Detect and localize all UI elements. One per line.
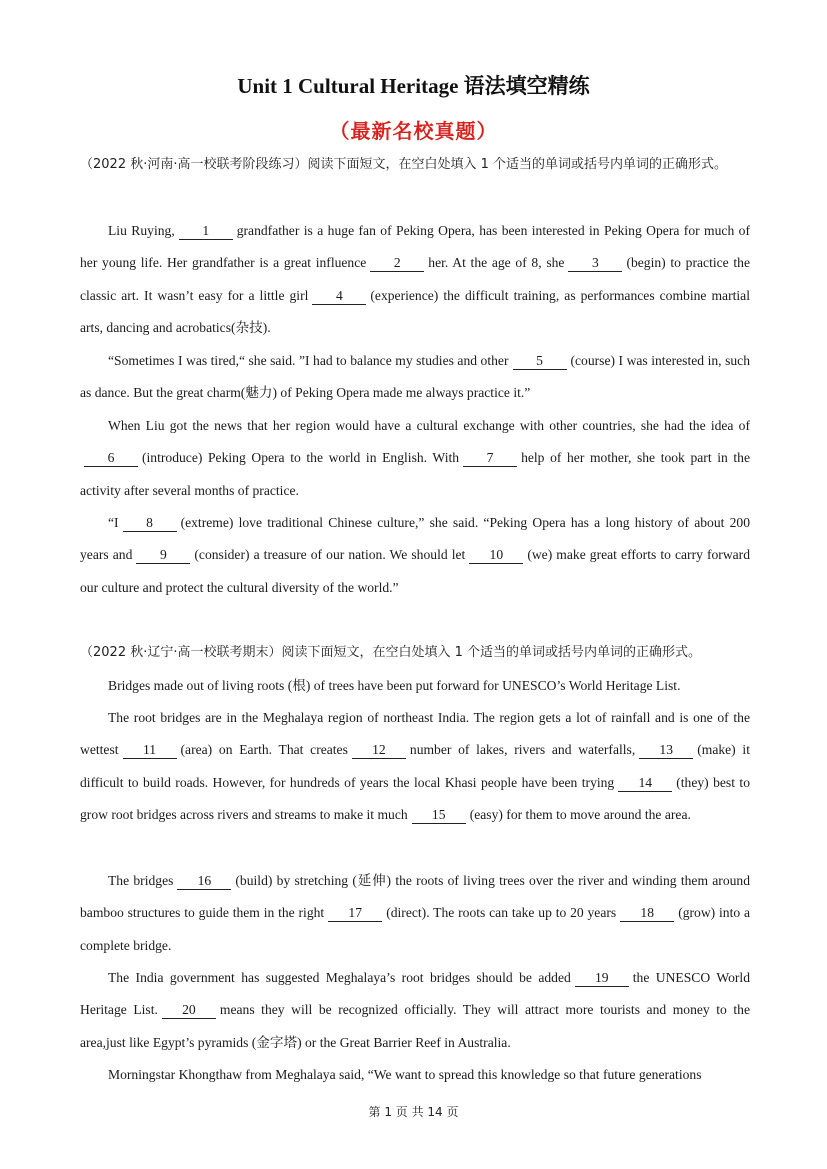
blank-13[interactable]: 13 xyxy=(639,742,693,759)
section1-paragraph-2: “Sometimes I was tired,“ she said. ”I had to balance my studies and other 5 (course) I was interested in, such as dance. But the great charm(魅力) of Peking Opera made me always practice it.” xyxy=(80,353,750,401)
blank-14[interactable]: 14 xyxy=(618,775,672,792)
page-title: Unit 1 Cultural Heritage 语法填空精练 xyxy=(237,74,590,98)
blank-19[interactable]: 19 xyxy=(575,970,629,987)
blank-20[interactable]: 20 xyxy=(162,1002,216,1019)
blank-10[interactable]: 10 xyxy=(469,547,523,564)
blank-2[interactable]: 2 xyxy=(370,255,424,272)
section2-paragraph-2: The root bridges are in the Meghalaya region of northeast India. The region gets a lot of rainfall and is one of the wettest 11 (area) on Earth. That creates 12 number of lakes, rivers and waterfalls, 13 (make) it difficult to build roads. However, for hundreds of years the local Khasi people have been trying 14 (they) best to grow root bridges across rivers and streams to make it much 15 (easy) for them to move around the area. xyxy=(80,710,750,823)
blank-18[interactable]: 18 xyxy=(620,905,674,922)
section2-source: （2022 秋·辽宁·高一校联考期末）阅读下面短文，在空白处填入 1 个适当的单词或括号内单词的正确形式。 xyxy=(80,645,702,660)
page-footer: 第 1 页 共 14 页 xyxy=(368,1105,459,1119)
section1-paragraph-1: Liu Ruying, 1 grandfather is a huge fan of Peking Opera, has been interested in Peking Opera for much of her young life. Her grandfather is a great influence 2 her. At the age of 8, she 3 (begin) to practice the classic art. It wasn’t easy for a little girl 4 (experience) the difficult training, as performances combine martial arts, dancing and acrobatics(杂技). xyxy=(80,223,750,336)
section1-source: （2022 秋·河南·高一校联考阶段练习）阅读下面短文，在空白处填入 1 个适当的单词或括号内单词的正确形式。 xyxy=(80,157,728,172)
section1-paragraph-3: When Liu got the news that her region would have a cultural exchange with other countries, she had the idea of6 (introduce) Peking Opera to the world in English. With 7 help of her mother, she took part in the activity after several months of practice. xyxy=(80,418,751,498)
section2-paragraph-1: Bridges made out of living roots (根) of trees have been put forward for UNESCO’s World Heritage List. xyxy=(108,678,681,693)
blank-8[interactable]: 8 xyxy=(123,515,177,532)
blank-3[interactable]: 3 xyxy=(568,255,622,272)
blank-9[interactable]: 9 xyxy=(136,547,190,564)
section2-paragraph-5: Morningstar Khongthaw from Meghalaya said, “We want to spread this knowledge so that future generations xyxy=(108,1067,702,1082)
section2-paragraph-4: The India government has suggested Meghalaya’s root bridges should be added 19 the UNESCO World Heritage List. 20 means they will be recognized officially. They will attract more tourists and money to the area,just like Egypt’s pyramids (金字塔) or the Great Barrier Reef in Australia. xyxy=(80,970,750,1050)
blank-16[interactable]: 16 xyxy=(177,873,231,890)
blank-12[interactable]: 12 xyxy=(352,742,406,759)
blank-11[interactable]: 11 xyxy=(123,742,177,759)
blank-5[interactable]: 5 xyxy=(513,353,567,370)
blank-17[interactable]: 17 xyxy=(328,905,382,922)
blank-15[interactable]: 15 xyxy=(412,807,466,824)
blank-7[interactable]: 7 xyxy=(463,450,517,467)
page-subtitle: （最新名校真题） xyxy=(329,119,498,143)
blank-4[interactable]: 4 xyxy=(312,288,366,305)
section2-paragraph-3: The bridges 16 (build) by stretching (延伸) the roots of living trees over the river and winding them around bamboo structures to guide them in the right 17 (direct). The roots can take up to 20 years 18 (grow) into a complete bridge. xyxy=(80,873,750,953)
section1-paragraph-4: “I 8 (extreme) love traditional Chinese culture,” she said. “Peking Opera has a long history of about 200 years and 9 (consider) a treasure of our nation. We should let 10 (we) make great efforts to carry forward our culture and protect the cultural diversity of the world.” xyxy=(80,515,750,595)
blank-6[interactable]: 6 xyxy=(84,450,138,467)
blank-1[interactable]: 1 xyxy=(179,223,233,240)
